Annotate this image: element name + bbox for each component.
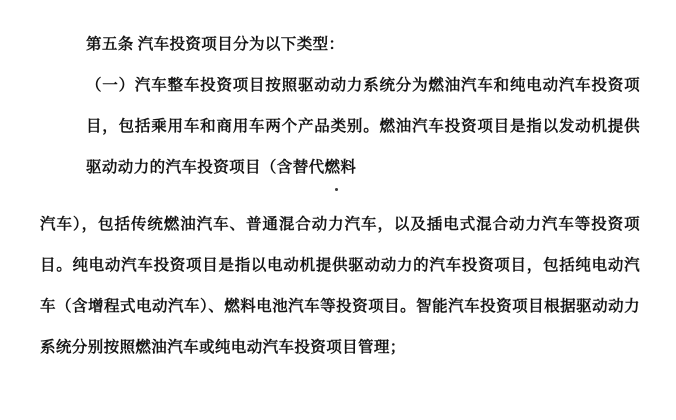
paragraph-spacer — [40, 188, 640, 204]
stray-dot-artifact — [335, 188, 338, 191]
paragraph-1: （一）汽车整车投资项目按照驱动动力系统分为燃油汽车和纯电动汽车投资项目，包括乘用车和商用车两个产品类别。燃油汽车投资项目是指以发动机提供驱动动力的汽车投资项目（含替代燃料 — [86, 76, 640, 176]
article-number: 第五条 — [86, 35, 134, 53]
article-title: 汽车投资项目分为以下类型： — [137, 35, 345, 53]
article-heading — [40, 24, 640, 65]
paragraph-2: 汽车），包括传统燃油汽车、普通混合动力汽车，以及插电式混合动力汽车等投资项目。纯电动汽车投资项目是指以电动机提供驱动动力的汽车投资项目，包括纯电动汽车（含增程式电动汽车）、燃料电池汽车等投资项目。智能汽车投资项目根据驱动动力系统分别按照燃油汽车或纯电动汽车投资项目管理； — [40, 215, 640, 356]
document-body — [40, 24, 640, 368]
